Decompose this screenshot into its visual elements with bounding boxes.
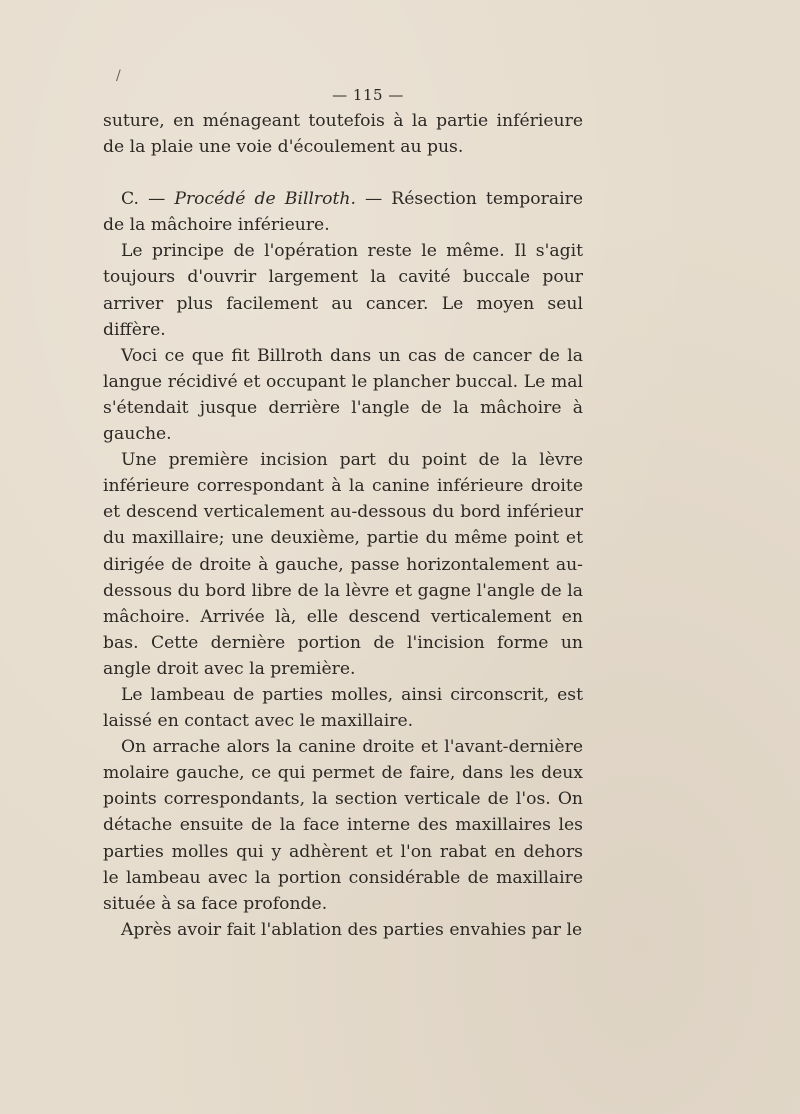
section-heading-rest: — Résection temporaire de la mâchoire inférieure.: [103, 189, 583, 236]
paragraph: Une première incision part du point de la lèvre inférieure correspondant à la canine inférieure droite et descend verticalement au-dessous du bord inférieur du maxillaire; une deuxième, partie du même point et dirigée de droite à gauche, passe horizontalement au-dessous du bord libre de la lèvre et gagne l'angle de la mâchoire. Arrivée là, elle descend verticalement en bas. Cette dernière portion de l'incision forme un angle droit avec la première.: [103, 450, 583, 679]
page-text-body: [103, 82, 583, 943]
page-number: — 115 —: [332, 86, 404, 104]
paragraph: Le principe de l'opération reste le même. Il s'agit toujours d'ouvrir largement la cavité buccale pour arriver plus facilement au cancer. Le moyen seul diffère.: [103, 241, 583, 340]
paragraph: On arrache alors la canine droite et l'avant-dernière molaire gauche, ce qui permet de faire, dans les deux points correspondants, la section verticale de l'os. On détache ensuite de la face interne des maxillaires les parties molles qui y adhèrent et l'on rabat en dehors le lambeau avec la portion considérable de maxillaire située à sa face profonde.: [103, 737, 583, 914]
paragraph-continuation: suture, en ménageant toutefois à la partie inférieure de la plaie une voie d'écoulement au pus.: [103, 111, 583, 158]
section-heading: Procédé de Billroth.: [174, 189, 356, 210]
stray-mark: /: [116, 68, 121, 84]
paragraph: Voci ce que fit Billroth dans un cas de cancer de la langue récidivé et occupant le plancher buccal. Le mal s'étendait jusque derrière l'angle de la mâchoire à gauche.: [103, 345, 583, 445]
paragraph: Le lambeau de parties molles, ainsi circonscrit, est laissé en contact avec le maxillaire.: [103, 684, 583, 732]
paragraph: Après avoir fait l'ablation des parties envahies par le: [121, 919, 583, 940]
section-heading-paragraph: [103, 186, 583, 238]
section-label: C. —: [121, 189, 166, 210]
